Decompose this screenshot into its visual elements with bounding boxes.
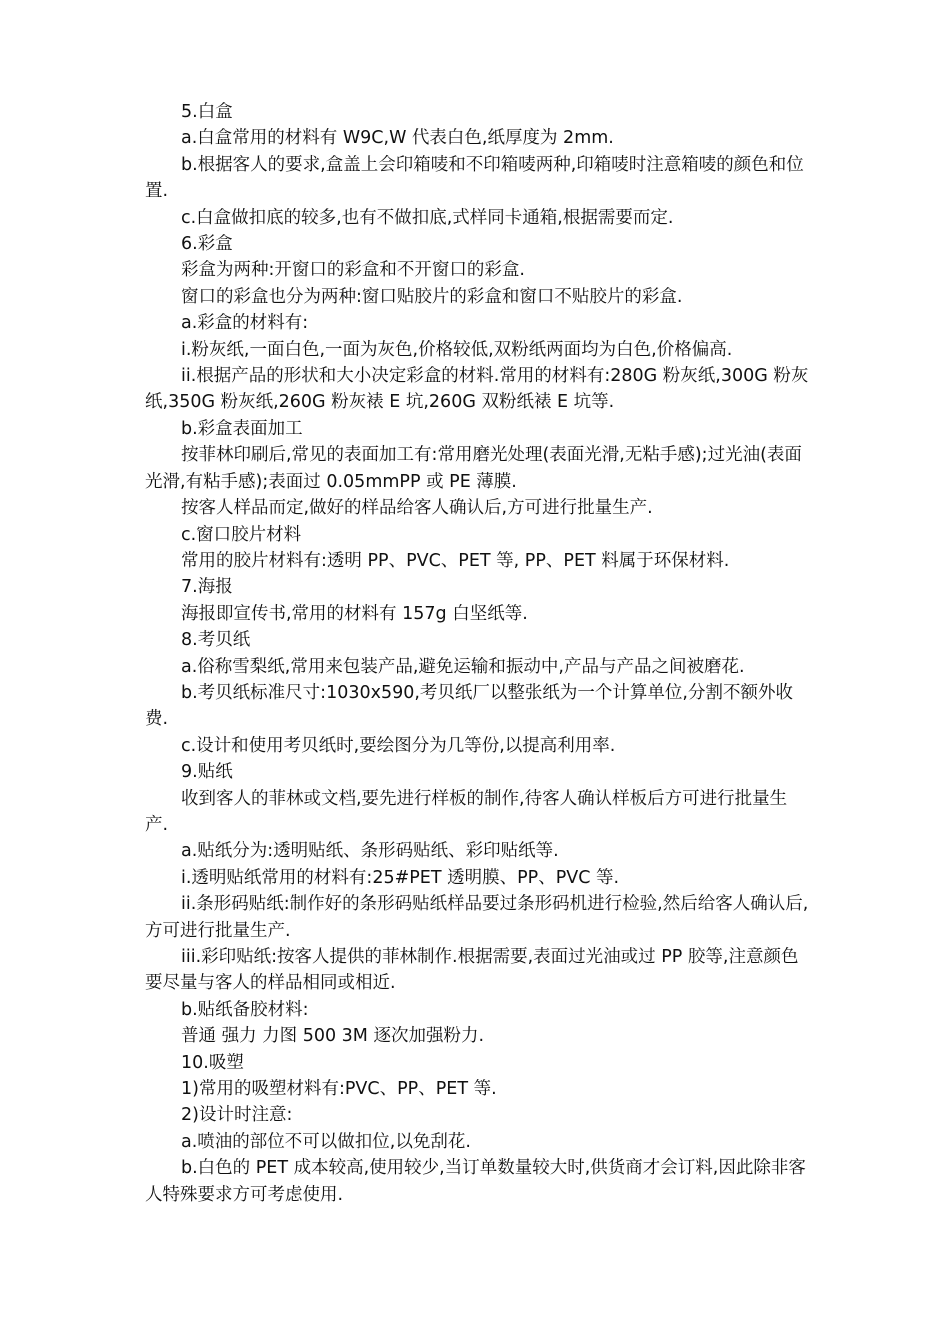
paragraph: i.粉灰纸,一面白色,一面为灰色,价格较低,双粉纸两面均为白色,价格偏高. [181,339,733,360]
paragraph: a.俗称雪梨纸,常用来包装产品,避免运输和振动中,产品与产品之间被磨花. [181,656,745,677]
section-heading-sticker: 9.贴纸 [181,762,233,783]
paragraph: ii.根据产品的形状和大小决定彩盒的材料.常用的材料有:280G 粉灰纸,300G 粉灰纸,350G 粉灰纸,260G 粉灰裱 E 坑,260G 双粉纸裱 E 坑等. [145,366,809,413]
paragraph: c.白盒做扣底的较多,也有不做扣底,式样同卡通箱,根据需要而定. [181,207,674,228]
section-heading-color-box: 6.彩盒 [181,234,233,255]
paragraph: b.根据客人的要求,盒盖上会印箱唛和不印箱唛两种,印箱唛时注意箱唛的颜色和位置. [145,154,804,202]
section-heading-blister: 10.吸塑 [181,1052,244,1073]
document-body [145,99,810,1208]
paragraph: b.白色的 PET 成本较高,使用较少,当订单数量较大时,供货商才会订料,因此除非客人特殊要求方可考虑使用. [145,1158,806,1205]
section-heading-white-box: 5.白盒 [181,102,233,122]
paragraph: c.窗口胶片材料 [181,524,302,545]
section-heading-copy-paper: 8.考贝纸 [181,630,251,651]
paragraph: b.贴纸备胶材料: [181,999,309,1020]
paragraph: 海报即宣传书,常用的材料有 157g 白坚纸等. [181,603,528,624]
paragraph: iii.彩印贴纸:按客人提供的菲林制作.根据需要,表面过光油或过 PP 胶等,注意颜色要尽量与客人的样品相同或相近. [145,947,799,994]
paragraph: a.喷油的部位不可以做扣位,以免刮花. [181,1131,471,1152]
section-heading-poster: 7.海报 [181,577,233,598]
paragraph: b.考贝纸标准尺寸:1030x590,考贝纸厂以整张纸为一个计算单位,分割不额外收费. [145,682,793,730]
paragraph: 按客人样品而定,做好的样品给客人确认后,方可进行批量生产. [181,498,653,519]
paragraph: a.贴纸分为:透明贴纸、条形码贴纸、彩印贴纸等. [181,841,559,862]
paragraph: 窗口的彩盒也分为两种:窗口贴胶片的彩盒和窗口不贴胶片的彩盒. [181,286,683,307]
paragraph: b.彩盒表面加工 [181,418,303,439]
paragraph: 收到客人的菲林或文档,要先进行样板的制作,待客人确认样板后方可进行批量生产. [145,788,788,835]
paragraph: i.透明贴纸常用的材料有:25#PET 透明膜、PP、PVC 等. [181,867,620,888]
paragraph: a.彩盒的材料有: [181,313,309,334]
paragraph: 常用的胶片材料有:透明 PP、PVC、PET 等, PP、PET 料属于环保材料. [181,550,730,571]
paragraph: 普通 强力 力图 500 3M 逐次加强粉力. [181,1026,485,1047]
paragraph: c.设计和使用考贝纸时,要绘图分为几等份,以提高利用率. [181,735,616,756]
paragraph: 2)设计时注意: [181,1105,293,1126]
paragraph: ii.条形码贴纸:制作好的条形码贴纸样品要过条形码机进行检验,然后给客人确认后,方可进行批量生产. [145,894,809,941]
paragraph: 彩盒为两种:开窗口的彩盒和不开窗口的彩盒. [181,260,525,281]
paragraph: a.白盒常用的材料有 W9C,W 代表白色,纸厚度为 2mm. [181,128,614,149]
paragraph: 1)常用的吸塑材料有:PVC、PP、PET 等. [181,1079,497,1100]
paragraph: 按菲林印刷后,常见的表面加工有:常用磨光处理(表面光滑,无粘手感);过光油(表面光滑,有粘手感);表面过 0.05mmPP 或 PE 薄膜. [145,445,802,492]
